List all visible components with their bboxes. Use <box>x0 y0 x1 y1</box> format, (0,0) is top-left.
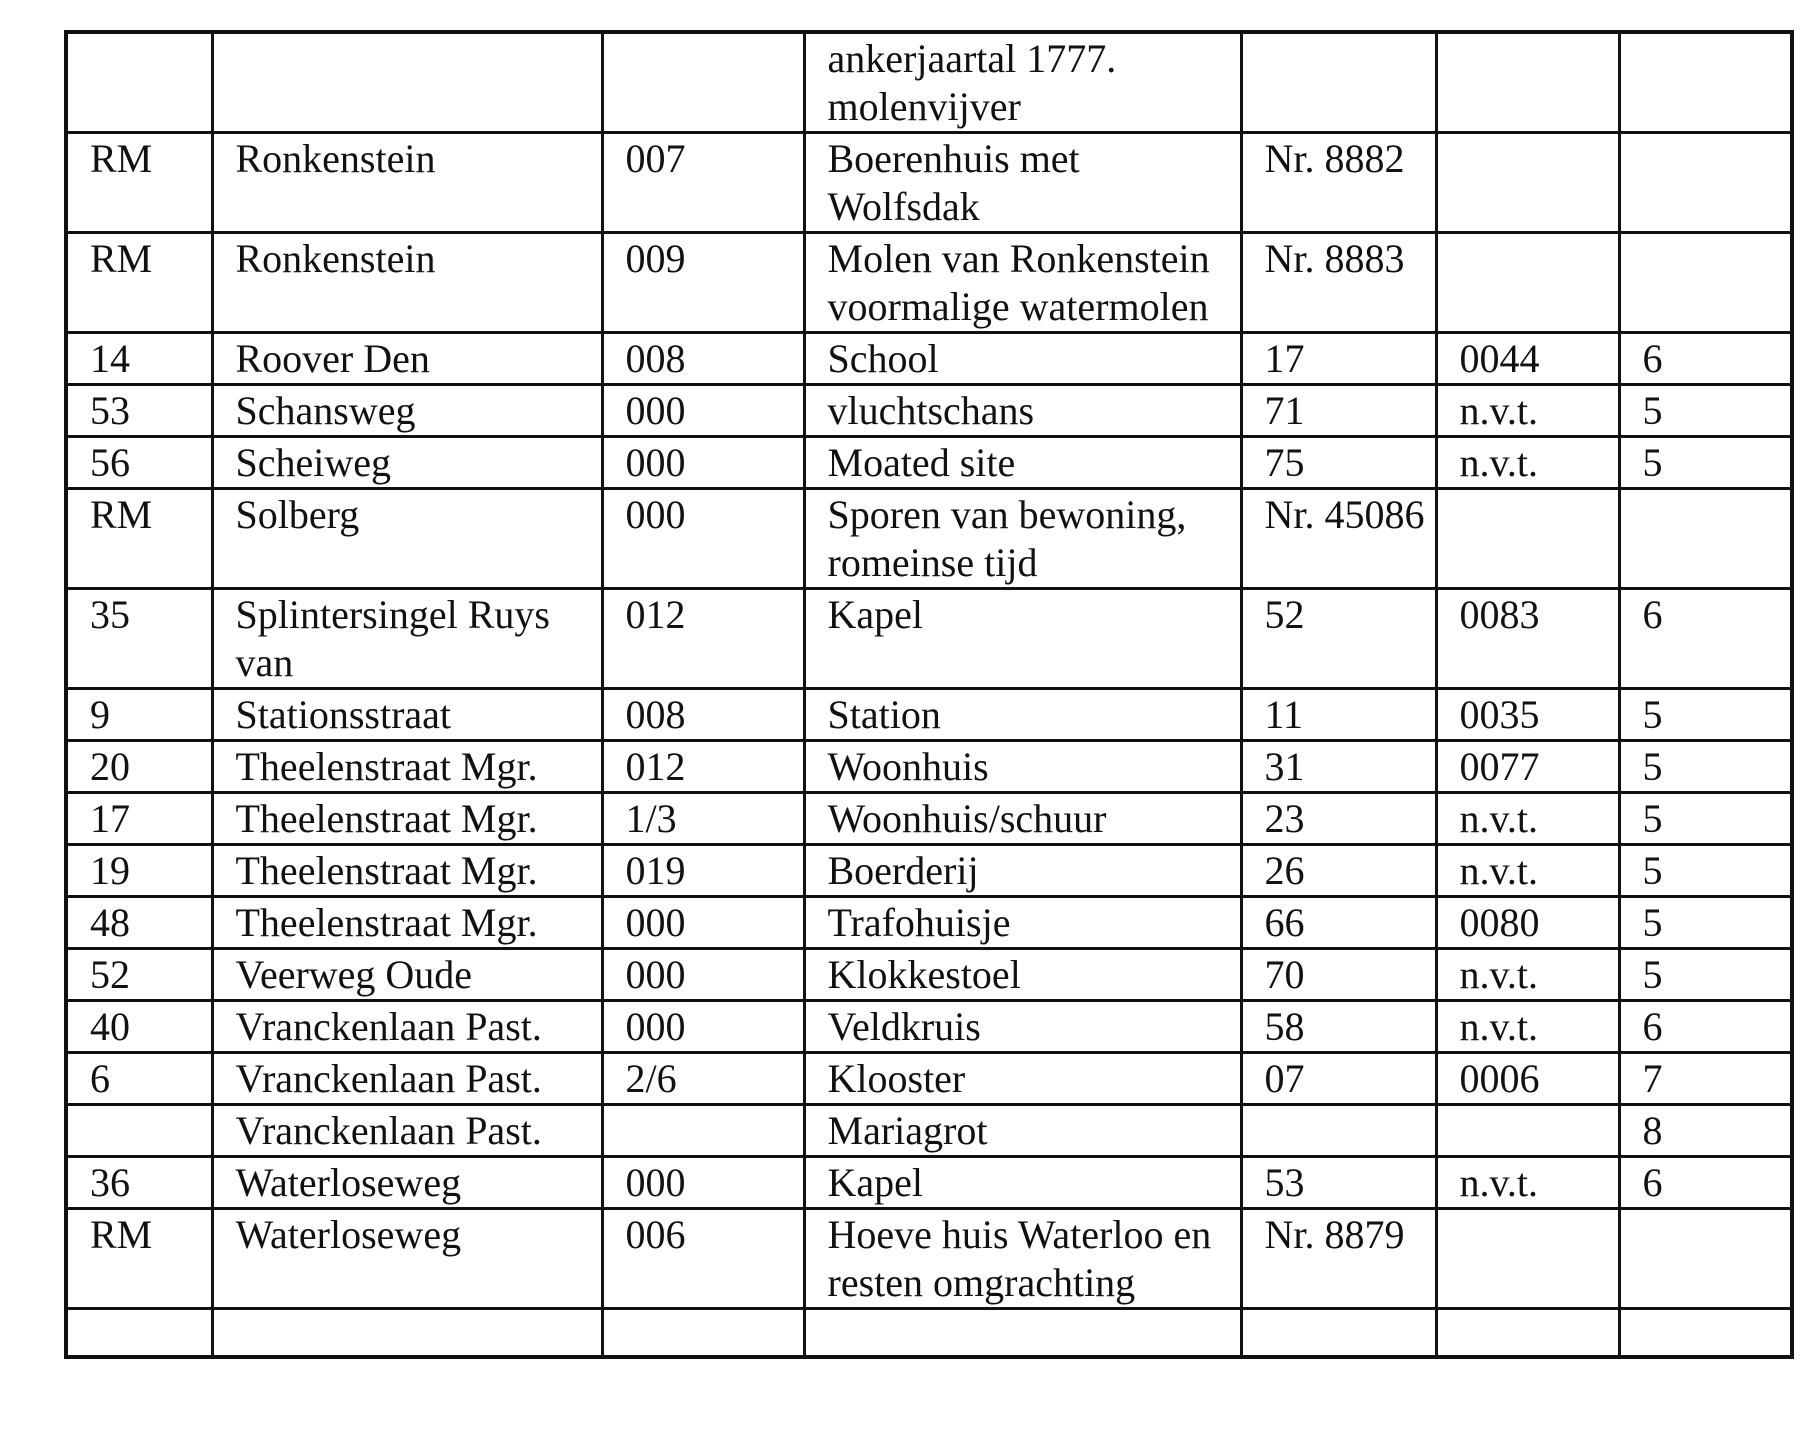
cell-category: 6 <box>1619 1001 1792 1053</box>
cell-street: Vranckenlaan Past. <box>212 1105 602 1157</box>
cell-description: vluchtschans <box>804 385 1241 437</box>
cell-reference: n.v.t. <box>1436 793 1619 845</box>
cell-number: 17 <box>66 793 212 845</box>
cell-number: 52 <box>66 949 212 1001</box>
table-row <box>66 793 1792 845</box>
cell-code: Nr. 8883 <box>1241 233 1436 333</box>
cell-category <box>1619 1209 1792 1309</box>
cell-house-number: 1/3 <box>602 793 804 845</box>
cell-reference: 0083 <box>1436 589 1619 689</box>
cell-street: Stationsstraat <box>212 689 602 741</box>
cell-code: 17 <box>1241 333 1436 385</box>
table-row <box>66 333 1792 385</box>
cell-number <box>66 1309 212 1358</box>
cell-reference <box>1436 1309 1619 1358</box>
cell-number <box>66 1105 212 1157</box>
table-row <box>66 133 1792 233</box>
cell-number: 53 <box>66 385 212 437</box>
table-body <box>66 32 1792 1357</box>
cell-description: Hoeve huis Waterloo en resten omgrachting <box>804 1209 1241 1309</box>
table-row <box>66 1001 1792 1053</box>
cell-number: 40 <box>66 1001 212 1053</box>
cell-code: 31 <box>1241 741 1436 793</box>
cell-reference <box>1436 32 1619 133</box>
cell-reference: 0044 <box>1436 333 1619 385</box>
cell-house-number: 019 <box>602 845 804 897</box>
cell-description: Sporen van bewoning, romeinse tijd <box>804 489 1241 589</box>
cell-category: 6 <box>1619 589 1792 689</box>
cell-code: Nr. 8879 <box>1241 1209 1436 1309</box>
cell-street: Vranckenlaan Past. <box>212 1001 602 1053</box>
cell-house-number: 007 <box>602 133 804 233</box>
cell-code: 71 <box>1241 385 1436 437</box>
monument-table <box>64 30 1794 1359</box>
cell-category: 5 <box>1619 793 1792 845</box>
cell-description: School <box>804 333 1241 385</box>
cell-house-number: 009 <box>602 233 804 333</box>
cell-description: Klooster <box>804 1053 1241 1105</box>
cell-code: 52 <box>1241 589 1436 689</box>
cell-description: Station <box>804 689 1241 741</box>
cell-house-number: 000 <box>602 1157 804 1209</box>
cell-street: Splintersingel Ruys van <box>212 589 602 689</box>
cell-street: Ronkenstein <box>212 133 602 233</box>
cell-reference <box>1436 1105 1619 1157</box>
cell-street: Ronkenstein <box>212 233 602 333</box>
cell-house-number: 000 <box>602 1001 804 1053</box>
cell-description: Woonhuis <box>804 741 1241 793</box>
table-row <box>66 32 1792 133</box>
cell-description: Molen van Ronkenstein voormalige watermolen <box>804 233 1241 333</box>
cell-category: 7 <box>1619 1053 1792 1105</box>
cell-reference <box>1436 133 1619 233</box>
cell-street: Theelenstraat Mgr. <box>212 845 602 897</box>
cell-reference: n.v.t. <box>1436 437 1619 489</box>
cell-street: Theelenstraat Mgr. <box>212 897 602 949</box>
cell-description: Trafohuisje <box>804 897 1241 949</box>
cell-category: 5 <box>1619 689 1792 741</box>
cell-reference: 0077 <box>1436 741 1619 793</box>
cell-reference: n.v.t. <box>1436 845 1619 897</box>
cell-number: 19 <box>66 845 212 897</box>
cell-reference: 0080 <box>1436 897 1619 949</box>
cell-description: Moated site <box>804 437 1241 489</box>
cell-code: 07 <box>1241 1053 1436 1105</box>
cell-house-number: 012 <box>602 741 804 793</box>
cell-street: Waterloseweg <box>212 1209 602 1309</box>
cell-street: Theelenstraat Mgr. <box>212 793 602 845</box>
cell-number: 14 <box>66 333 212 385</box>
cell-street: Scheiweg <box>212 437 602 489</box>
cell-reference: n.v.t. <box>1436 949 1619 1001</box>
cell-number: 56 <box>66 437 212 489</box>
cell-code: 26 <box>1241 845 1436 897</box>
cell-house-number: 000 <box>602 489 804 589</box>
cell-code <box>1241 1309 1436 1358</box>
cell-reference: n.v.t. <box>1436 1001 1619 1053</box>
cell-description: Woonhuis/schuur <box>804 793 1241 845</box>
cell-reference <box>1436 233 1619 333</box>
table-row <box>66 1309 1792 1358</box>
table-row <box>66 489 1792 589</box>
cell-street: Roover Den <box>212 333 602 385</box>
cell-description: Kapel <box>804 589 1241 689</box>
cell-number: 35 <box>66 589 212 689</box>
cell-code: 23 <box>1241 793 1436 845</box>
table-row <box>66 1157 1792 1209</box>
cell-number: 6 <box>66 1053 212 1105</box>
cell-description: Boerderij <box>804 845 1241 897</box>
cell-number: RM <box>66 133 212 233</box>
cell-reference: n.v.t. <box>1436 385 1619 437</box>
cell-category: 5 <box>1619 385 1792 437</box>
cell-code: 66 <box>1241 897 1436 949</box>
table-row <box>66 1053 1792 1105</box>
cell-description: Klokkestoel <box>804 949 1241 1001</box>
cell-code: 58 <box>1241 1001 1436 1053</box>
cell-house-number: 008 <box>602 689 804 741</box>
cell-house-number <box>602 32 804 133</box>
cell-house-number: 000 <box>602 897 804 949</box>
cell-house-number: 2/6 <box>602 1053 804 1105</box>
cell-number: 20 <box>66 741 212 793</box>
cell-house-number: 006 <box>602 1209 804 1309</box>
cell-category: 5 <box>1619 949 1792 1001</box>
cell-street <box>212 1309 602 1358</box>
cell-description: Mariagrot <box>804 1105 1241 1157</box>
cell-description: ankerjaartal 1777. molenvijver <box>804 32 1241 133</box>
cell-number: 9 <box>66 689 212 741</box>
cell-house-number: 000 <box>602 437 804 489</box>
cell-category <box>1619 133 1792 233</box>
cell-house-number <box>602 1309 804 1358</box>
cell-code: 70 <box>1241 949 1436 1001</box>
cell-reference: 0035 <box>1436 689 1619 741</box>
cell-street: Veerweg Oude <box>212 949 602 1001</box>
cell-reference <box>1436 1209 1619 1309</box>
table-row <box>66 233 1792 333</box>
cell-code: 53 <box>1241 1157 1436 1209</box>
cell-description: Kapel <box>804 1157 1241 1209</box>
cell-reference: n.v.t. <box>1436 1157 1619 1209</box>
cell-number: 36 <box>66 1157 212 1209</box>
cell-number: 48 <box>66 897 212 949</box>
cell-code: 75 <box>1241 437 1436 489</box>
table-row <box>66 741 1792 793</box>
cell-category <box>1619 489 1792 589</box>
cell-street: Waterloseweg <box>212 1157 602 1209</box>
cell-number: RM <box>66 489 212 589</box>
cell-house-number: 008 <box>602 333 804 385</box>
cell-category <box>1619 233 1792 333</box>
cell-code: 11 <box>1241 689 1436 741</box>
cell-description: Boerenhuis met Wolfsdak <box>804 133 1241 233</box>
cell-reference <box>1436 489 1619 589</box>
table-row <box>66 385 1792 437</box>
cell-category: 5 <box>1619 845 1792 897</box>
cell-category: 5 <box>1619 741 1792 793</box>
cell-code <box>1241 32 1436 133</box>
cell-house-number <box>602 1105 804 1157</box>
table-row <box>66 949 1792 1001</box>
cell-category <box>1619 1309 1792 1358</box>
cell-number: RM <box>66 1209 212 1309</box>
cell-house-number: 012 <box>602 589 804 689</box>
cell-description <box>804 1309 1241 1358</box>
cell-street: Theelenstraat Mgr. <box>212 741 602 793</box>
cell-category <box>1619 32 1792 133</box>
table-row <box>66 1105 1792 1157</box>
table-row <box>66 689 1792 741</box>
cell-code: Nr. 45086 <box>1241 489 1436 589</box>
cell-category: 6 <box>1619 333 1792 385</box>
cell-code: Nr. 8882 <box>1241 133 1436 233</box>
cell-description: Veldkruis <box>804 1001 1241 1053</box>
cell-street <box>212 32 602 133</box>
cell-street: Schansweg <box>212 385 602 437</box>
table-row <box>66 897 1792 949</box>
cell-category: 5 <box>1619 897 1792 949</box>
cell-category: 5 <box>1619 437 1792 489</box>
table-row <box>66 437 1792 489</box>
table-row <box>66 589 1792 689</box>
cell-street: Vranckenlaan Past. <box>212 1053 602 1105</box>
cell-number: RM <box>66 233 212 333</box>
cell-category: 8 <box>1619 1105 1792 1157</box>
cell-category: 6 <box>1619 1157 1792 1209</box>
table-row <box>66 845 1792 897</box>
table-row <box>66 1209 1792 1309</box>
cell-reference: 0006 <box>1436 1053 1619 1105</box>
cell-street: Solberg <box>212 489 602 589</box>
cell-code <box>1241 1105 1436 1157</box>
cell-number <box>66 32 212 133</box>
cell-house-number: 000 <box>602 949 804 1001</box>
cell-house-number: 000 <box>602 385 804 437</box>
